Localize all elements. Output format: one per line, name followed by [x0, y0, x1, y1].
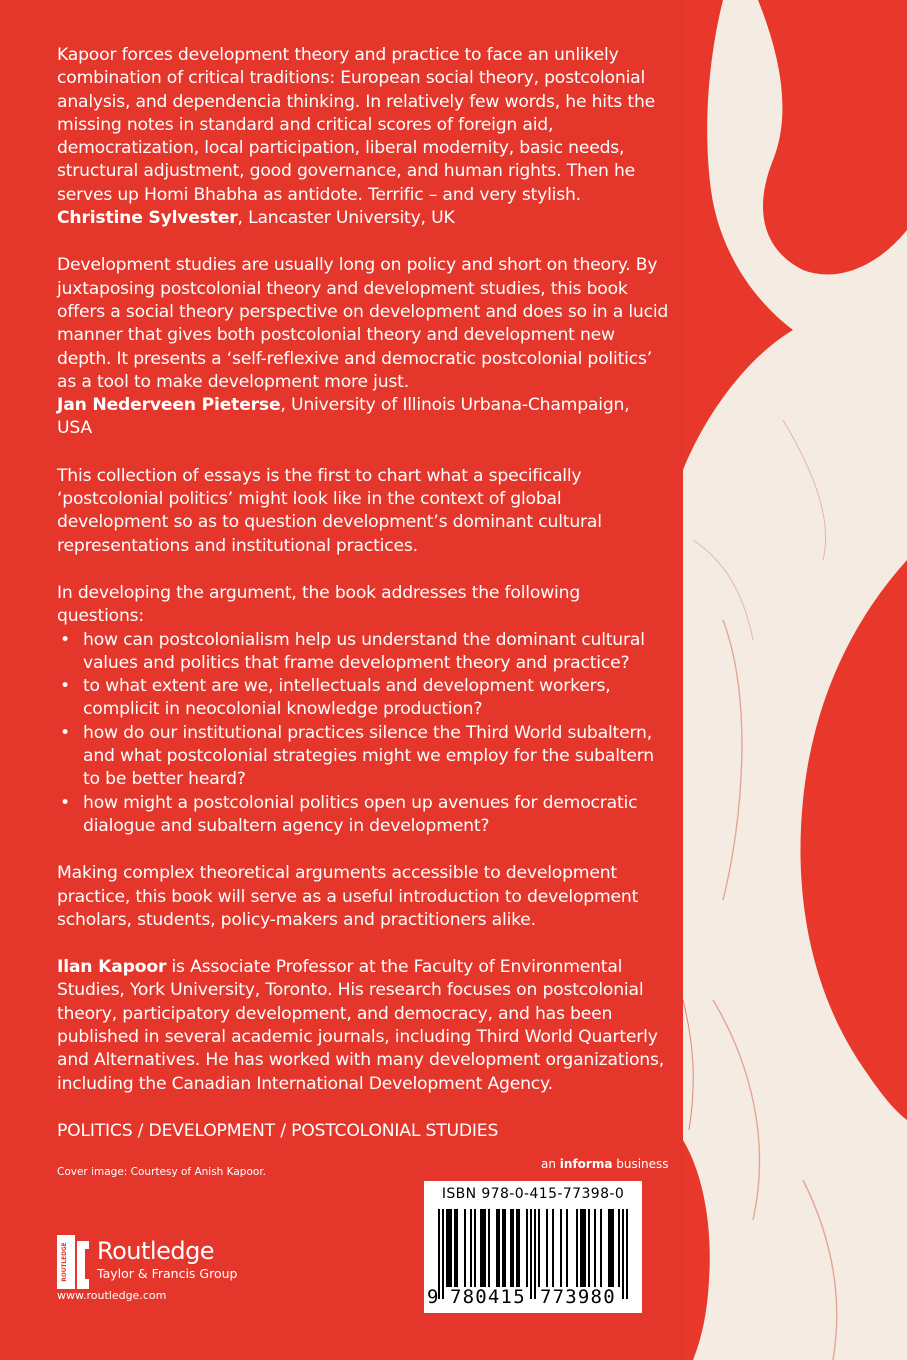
endorser-affiliation: , Lancaster University, UK — [237, 208, 455, 229]
list-item: • how do our institutional practices silence the Third World subaltern, and what postcolonial strategies might we employ for the subaltern to be better heard? — [57, 722, 669, 792]
barcode-bar — [582, 1209, 584, 1287]
questions-section — [57, 582, 669, 838]
barcode-right-digits: 773980 — [540, 1286, 616, 1308]
barcode-bar — [518, 1209, 520, 1287]
barcode-bar — [464, 1209, 466, 1287]
barcode-bar — [450, 1209, 452, 1287]
barcode-bar — [496, 1209, 498, 1287]
barcode-bar — [484, 1209, 486, 1287]
publisher-block — [57, 1233, 277, 1293]
routledge-logo-icon — [57, 1235, 91, 1289]
publisher-name: Routledge — [97, 1237, 215, 1265]
endorser-affiliation: , University of Illinois Urbana-Champaign, USA — [57, 395, 630, 439]
isbn-barcode — [424, 1181, 642, 1313]
author-bio — [57, 956, 669, 1096]
informa-prefix: an — [541, 1157, 560, 1171]
author-name: Ilan Kapoor — [57, 957, 167, 978]
barcode-bar — [502, 1209, 504, 1287]
barcode-bar — [526, 1209, 528, 1287]
barcode-bar — [546, 1209, 548, 1287]
endorsement-credit — [57, 207, 669, 230]
endorser-name: Jan Nederveen Pieterse — [57, 395, 281, 416]
cover-art-strip — [683, 0, 907, 1360]
publisher-website[interactable]: www.routledge.com — [57, 1289, 167, 1302]
barcode-bar — [516, 1209, 518, 1287]
barcode-bar — [446, 1209, 448, 1287]
barcode-bar — [538, 1209, 540, 1287]
barcode-bar — [504, 1209, 506, 1287]
barcode-bar — [584, 1209, 586, 1287]
questions-lead: In developing the argument, the book addresses the following questions: — [57, 582, 581, 627]
list-item: • how can postcolonialism help us understand the dominant cultural values and politics that frame development theory and practice? — [57, 629, 669, 676]
endorsement-1 — [57, 44, 669, 230]
informa-tagline — [541, 1157, 669, 1171]
barcode-bar — [618, 1209, 620, 1287]
barcode-bar — [552, 1209, 554, 1287]
endorser-name: Christine Sylvester — [57, 208, 238, 229]
barcode-digits — [424, 1286, 642, 1310]
subject-categories: POLITICS / DEVELOPMENT / POSTCOLONIAL STUDIES — [57, 1120, 499, 1141]
barcode-left-digits: 780415 — [450, 1286, 526, 1308]
barcode-bar — [610, 1209, 612, 1287]
barcode-bar — [512, 1209, 514, 1287]
list-item: • how might a postcolonial politics open up avenues for democratic dialogue and subaltern agency in development? — [57, 792, 669, 839]
isbn-label: ISBN 978-0-415-77398-0 — [441, 1186, 625, 1202]
informa-brand: informa — [559, 1157, 613, 1171]
barcode-bar — [474, 1209, 476, 1287]
endorsement-credit — [57, 394, 669, 441]
barcode-bar — [594, 1209, 596, 1287]
barcode-bar — [470, 1209, 472, 1287]
endorsement-2 — [57, 254, 669, 440]
barcode-bar — [456, 1209, 458, 1287]
abstract-painting-image — [683, 0, 907, 1360]
list-item: • to what extent are we, intellectuals and development workers, complicit in neocolonial knowledge production? — [57, 675, 669, 722]
barcode-first-digit: 9 — [427, 1286, 439, 1308]
barcode-bar — [608, 1209, 610, 1287]
barcode-bar — [498, 1209, 500, 1287]
barcode-bar — [510, 1209, 512, 1287]
barcode-bar — [454, 1209, 456, 1287]
barcode-bar — [580, 1209, 582, 1287]
barcode-bar — [566, 1209, 568, 1287]
publisher-group: Taylor & Francis Group — [97, 1266, 238, 1281]
barcode-bar — [600, 1209, 602, 1287]
book-intro: This collection of essays is the first to chart what a specifically ‘postcolonial politics’ might look like in the context of global development so as to question development’s dominant cultural representations and institutional practices. — [57, 465, 602, 556]
questions-list — [57, 629, 669, 839]
barcode-bar — [488, 1209, 490, 1287]
audience-statement: Making complex theoretical arguments accessible to development practice, this book will serve as a useful introduction to development scholars, students, policy-makers and practitioners alike. — [57, 863, 639, 930]
logo-wordmark: ROUTLEDGE — [62, 1242, 68, 1282]
endorsement-quote: Kapoor forces development theory and practice to face an unlikely combination of critical traditions: European social theory, postcolonial analysis, and dependencia thinking. In relatively few words, he hits the missing notes in standard and critical scores of foreign aid, democratization, local participation, liberal modernity, basic needs, structural adjustment, good governance, and human rights. Then he serves up Homi Bhabha as antidote. Terrific – and very stylish. — [57, 45, 656, 205]
barcode-bar — [612, 1209, 614, 1287]
cover-image-credit: Cover image: Courtesy of Anish Kapoor. — [57, 1166, 267, 1178]
informa-suffix: business — [612, 1157, 669, 1171]
barcode-bar — [448, 1209, 450, 1287]
barcode-bar — [560, 1209, 562, 1287]
barcode-bar — [576, 1209, 578, 1287]
blurb-column — [57, 44, 669, 1143]
author-bio-text: is Associate Professor at the Faculty of Environmental Studies, York University, Toronto. His research focuses on postcolonial theory, participatory development, and democracy, and has been published in several academic journals, including Third World Quarterly and Alternatives. He has worked with many development organizations, including the Canadian International Development Agency. — [57, 957, 664, 1094]
barcode-bar — [482, 1209, 484, 1287]
barcode-bar — [588, 1209, 590, 1287]
endorsement-quote: Development studies are usually long on policy and short on theory. By juxtaposing postcolonial theory and development studies, this book offers a social theory perspective on development and does so in a lucid manner that gives both postcolonial theory and development new depth. It presents a ‘self-reflexive and democratic postcolonial politics’ as a tool to make development more just. — [57, 255, 669, 392]
barcode-bar — [480, 1209, 482, 1287]
